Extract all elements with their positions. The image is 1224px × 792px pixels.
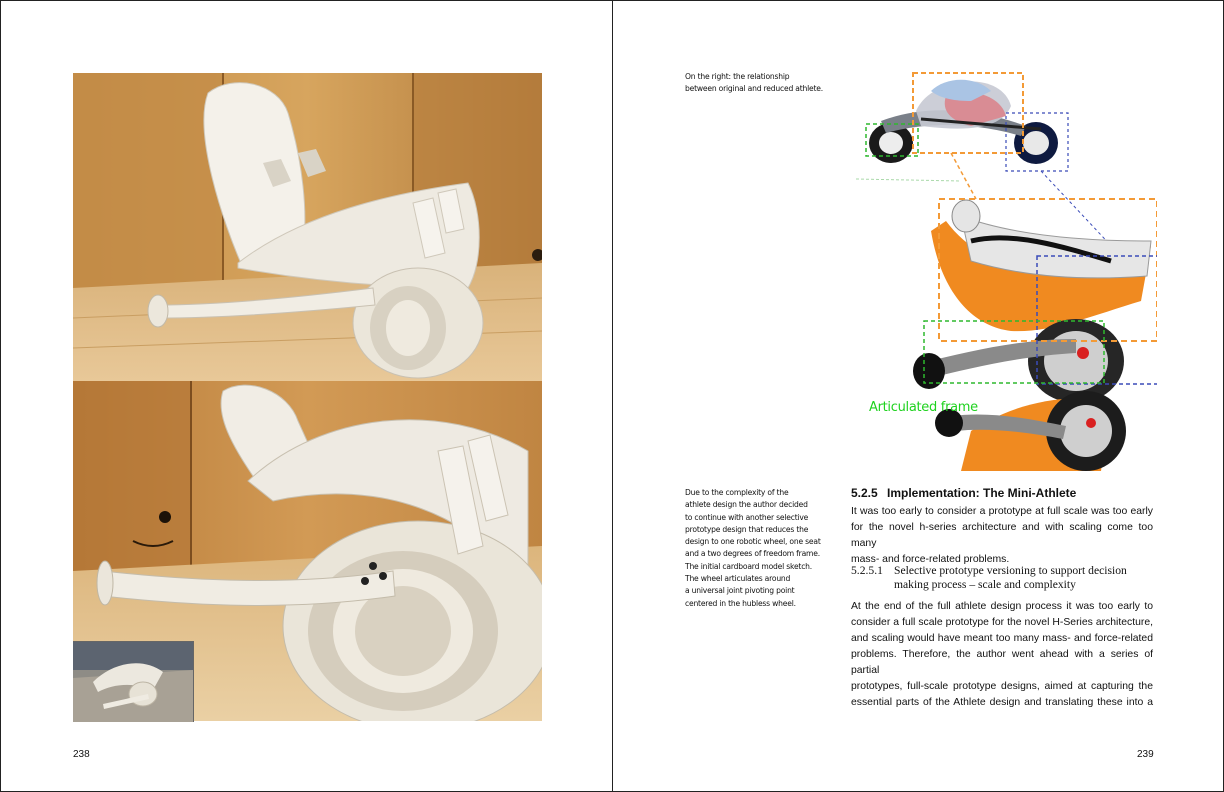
side-note-line: athlete design the author decided [685,500,808,510]
side-note-line: prototype design that reduces the [685,524,809,534]
figure-caption-line: between original and reduced athlete. [685,84,823,94]
page-number-left: 238 [73,749,90,760]
paragraph-line: It was too early to consider a prototype at full scale was too early [851,506,1153,517]
paragraph-line: for the novel h-series architecture and with scaling come too many [851,522,1153,549]
photo-inset-graphic [73,642,193,722]
paragraph-line: problems. Therefore, the author went ahead with a series of partial [851,649,1153,676]
figure-caption [685,71,823,96]
side-note-line: design to one robotic wheel, one seat [685,537,821,547]
section-number: 5.2.5 [851,486,878,500]
cardboard-model-photo-inset [73,641,194,722]
section-title: Implementation: The Mini-Athlete [887,486,1077,500]
subsection-number: 5.2.5.1 [851,564,883,577]
section-paragraph [851,504,1153,568]
paragraph-line: At the end of the full athlete design process it was too early to [851,601,1153,612]
paragraph-line: mass- and force-related problems. [851,554,1010,565]
left-page [1,1,612,791]
side-note [685,487,821,610]
section-heading [851,486,1076,500]
articulated-frame-label: Articulated frame [869,400,978,415]
paragraph-line: essential parts of the Athlete design and translating these into a [851,697,1153,708]
side-note-line: The wheel articulates around [685,574,791,584]
subsection-title-line: making process – scale and complexity [894,577,1076,591]
paragraph-line: consider a full scale prototype for the novel H-Series architecture, [851,617,1153,628]
side-note-line: The initial cardboard model sketch. [685,561,813,571]
side-note-line: Due to the complexity of the [685,488,789,497]
figure-caption-line: On the right: the relationship [685,72,790,81]
side-note-line: to continue with another selective [685,512,809,522]
cardboard-model-photo-top [73,73,542,381]
paragraph-line: prototypes, full-scale prototype designs, aimed at capturing the [851,681,1153,692]
photo-top-graphic [73,73,542,381]
right-page [613,1,1223,791]
side-note-line: a universal joint pivoting point [685,586,795,596]
paragraph-line: and scaling would have meant too many mass- and force-related [851,633,1153,644]
side-note-line: and a two degrees of freedom frame. [685,549,820,559]
side-note-line: centered in the hubless wheel. [685,598,796,608]
subsection-paragraph [851,599,1153,711]
page-number-right: 239 [1137,749,1154,760]
subsection-title-line: Selective prototype versioning to support decision [894,564,1127,577]
